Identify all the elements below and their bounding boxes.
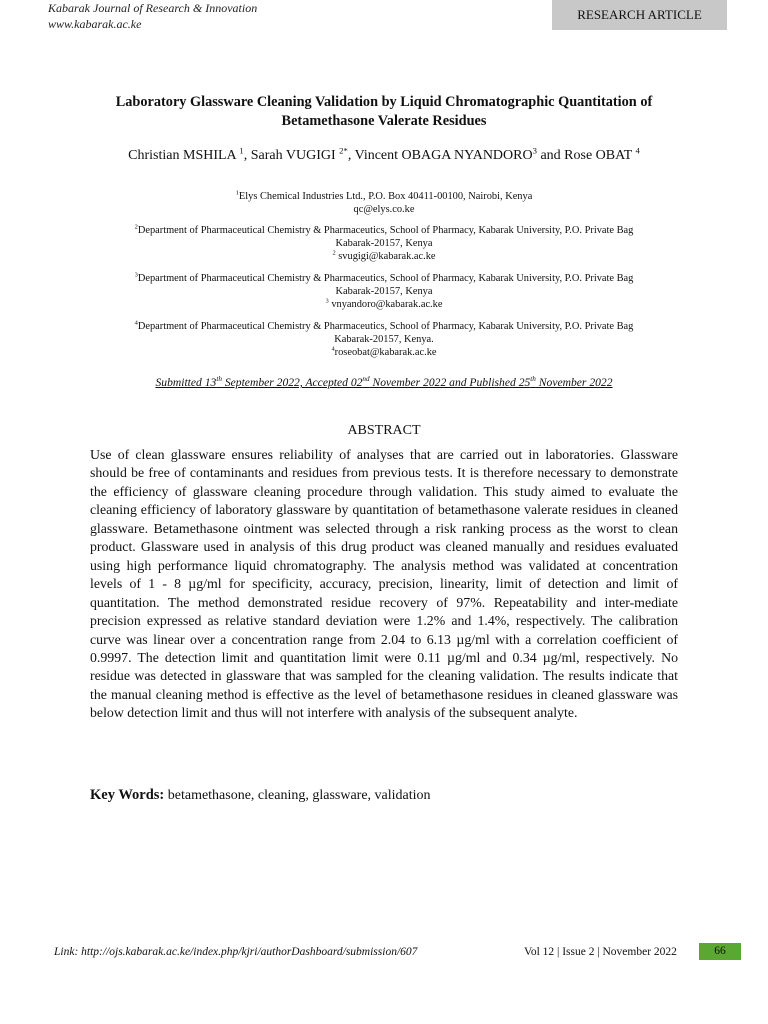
affiliation-mark: 4 xyxy=(134,319,138,327)
abstract-heading: ABSTRACT xyxy=(347,423,421,438)
abstract-body: Use of clean glassware ensures reliability of analyses that are carried out in laboratories. Glassware should be free of contaminants and residues from previous tests. It is therefore necessary to demonstrate the efficiency of glassware cleaning procedure through validation. This study aimed to evaluate the cleaning efficiency of laboratory glassware by quantitation of betamethasone valerate residues in cleaned glassware. Betamethasone ointment was selected through a risk ranking process as the worst to clean product. Glassware used in analysis of this drug product was cleaned manually and residues evaluated using high performance liquid chromatography. The analysis method was validated at concentration levels of 1 - 8 µg/ml for specificity, accuracy, precision, linearity, limit of detection and limit of quantitation. The method demonstrated residue recovery of 97%. Repeatability and inter-mediate precision expressed as relative standard deviation were 1.2% and 1.4%, respectively. The calibration curve was linear over a concentration range from 2.04 to 6.13 µg/ml with a correlation coefficient of 0.9997. The detection limit and quantitation limit were 0.11 µg/ml and 0.34 µg/ml, respectively. No residue was detected in glassware that was sampled for the cleaning validation. The results indicate that the manual cleaning method is effective as the level of betamethasone residues in cleaned glassware was below detection limit and thus will not interfere with analysis of the subsequent analyte. xyxy=(90,447,678,721)
journal-name: Kabarak Journal of Research & Innovation xyxy=(48,1,258,15)
submitted-text: Submitted 13 xyxy=(155,376,217,389)
affiliation-1 xyxy=(104,190,664,216)
email-mark: 4 xyxy=(331,345,335,353)
journal-header xyxy=(48,0,257,32)
affiliation-text: Elys Chemical Industries Ltd., P.O. Box 40411-00100, Nairobi, Kenya xyxy=(238,191,533,202)
affiliation-3 xyxy=(104,272,664,311)
email-mark: 2 xyxy=(332,249,336,257)
author-mark: 2* xyxy=(339,145,348,156)
affiliation-text: Department of Pharmaceutical Chemistry & Pharmaceutics, School of Pharmacy, Kabarak University, P.O. Private Bag xyxy=(137,273,634,284)
affiliation-address: Kabarak-20157, Kenya. xyxy=(334,334,434,345)
footer-issue: Vol 12 | Issue 2 | November 2022 xyxy=(524,946,677,958)
paper-title-line-1: Laboratory Glassware Cleaning Validation by Liquid Chromatographic Quantitation of xyxy=(115,94,653,110)
submission-dates xyxy=(60,376,708,390)
author-name: Christian MSHILA xyxy=(128,148,236,163)
paper-title xyxy=(90,93,678,131)
ordinal-suffix: nd xyxy=(362,375,370,384)
affiliation-text: Department of Pharmaceutical Chemistry & Pharmaceutics, School of Pharmacy, Kabarak University, P.O. Private Bag xyxy=(137,321,634,332)
author-name: Rose OBAT xyxy=(564,148,632,163)
affiliation-email: vnyandoro@kabarak.ac.ke xyxy=(331,299,443,310)
keywords-label: Key Words: xyxy=(90,787,165,803)
affiliation-address: Kabarak-20157, Kenya xyxy=(335,238,433,249)
author-separator: , xyxy=(347,148,355,163)
affiliation-email: qc@elys.co.ke xyxy=(353,204,415,215)
author-name: Vincent OBAGA NYANDORO xyxy=(354,148,533,163)
article-type-badge: RESEARCH ARTICLE xyxy=(552,0,727,30)
published-text: November 2022 and Published 25 xyxy=(369,376,531,389)
affiliation-mark: 2 xyxy=(134,223,138,231)
affiliation-2 xyxy=(104,224,664,263)
author-separator: and xyxy=(536,148,565,163)
journal-url: www.kabarak.ac.ke xyxy=(48,17,142,31)
ordinal-suffix: th xyxy=(530,375,536,384)
affiliation-mark: 3 xyxy=(134,271,138,279)
ordinal-suffix: th xyxy=(216,375,222,384)
author-mark: 1 xyxy=(239,145,244,156)
page-number: 66 xyxy=(699,943,741,960)
affiliation-text: Department of Pharmaceutical Chemistry & Pharmaceutics, School of Pharmacy, Kabarak University, P.O. Private Bag xyxy=(137,225,634,236)
published-month-text: November 2022 xyxy=(535,376,613,389)
paper-title-line-2: Betamethasone Valerate Residues xyxy=(281,113,487,129)
affiliation-address: Kabarak-20157, Kenya xyxy=(335,286,433,297)
author-mark: 4 xyxy=(635,145,640,156)
author-separator: , xyxy=(243,148,251,163)
keywords-value: betamethasone, cleaning, glassware, validation xyxy=(164,788,431,803)
author-mark: 3 xyxy=(532,145,537,156)
affiliation-mark: 1 xyxy=(235,189,239,197)
email-mark: 3 xyxy=(325,297,329,305)
affiliation-email: roseobat@kabarak.ac.ke xyxy=(334,347,437,358)
affiliation-4 xyxy=(104,320,664,359)
author-name: Sarah VUGIGI xyxy=(250,148,336,163)
accepted-text: September 2022, Accepted 02 xyxy=(221,376,363,389)
keywords xyxy=(90,786,678,805)
author-list xyxy=(60,146,708,166)
footer-link[interactable]: Link: http://ojs.kabarak.ac.ke/index.php/kjri/authorDashboard/submission/607 xyxy=(54,946,418,958)
affiliation-email: svugigi@kabarak.ac.ke xyxy=(338,251,436,262)
